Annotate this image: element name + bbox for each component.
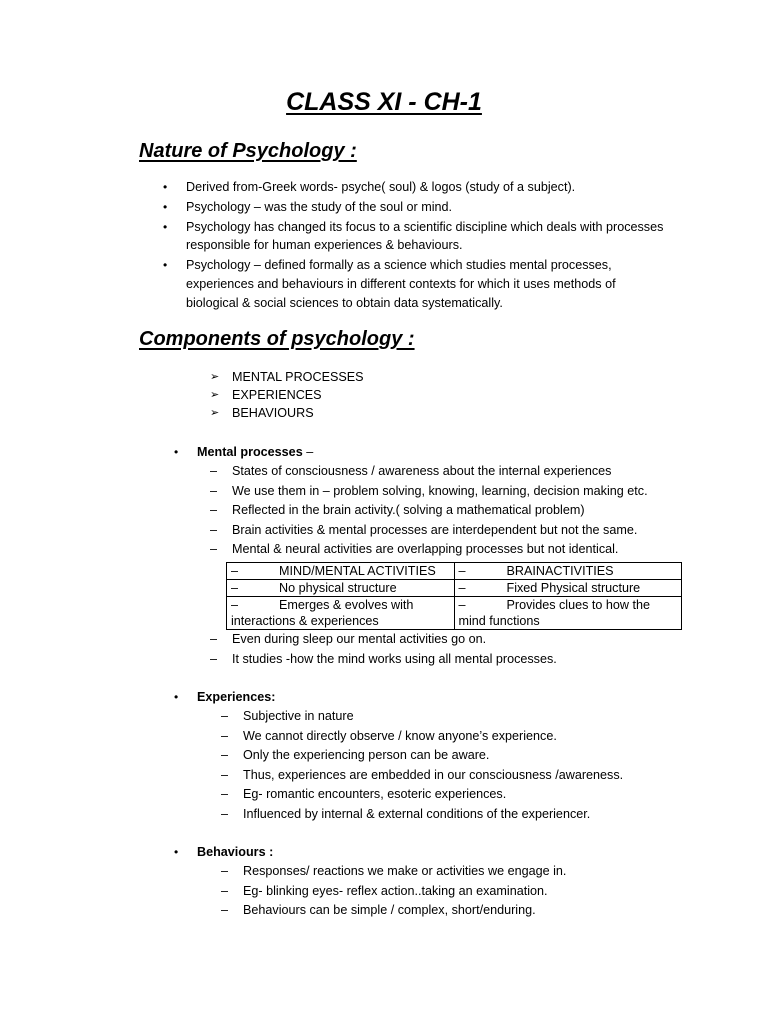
behaviour-item: Responses/ reactions we make or activities we engage in. — [243, 864, 567, 878]
table-cell: – Provides clues to how the mind functions — [454, 597, 682, 630]
dash-icon: – — [221, 864, 229, 878]
dash-icon: – — [210, 632, 218, 646]
table-row — [227, 597, 682, 630]
bullet-icon: • — [163, 180, 168, 194]
components-heading: Components of psychology : — [139, 328, 415, 350]
dash-icon: – — [210, 484, 218, 498]
bullet-icon: • — [174, 445, 179, 459]
dash-icon: – — [210, 652, 218, 666]
dash-icon: – — [221, 884, 229, 898]
experience-item: Influenced by internal & external conditions of the experiencer. — [243, 807, 591, 821]
bullet-icon: • — [163, 200, 168, 214]
table-row — [227, 563, 682, 580]
nature-bullet-3-line-2: responsible for human experiences & behaviours. — [186, 238, 463, 252]
page-title: CLASS XI - CH-1 — [286, 88, 482, 116]
mental-processes-label: Mental processes – — [197, 445, 314, 459]
experience-item: Eg- romantic encounters, esoteric experiences. — [243, 787, 507, 801]
table-row — [227, 580, 682, 597]
mental-item: States of consciousness / awareness about the internal experiences — [232, 464, 612, 478]
mind-brain-comparison-table — [226, 562, 682, 630]
nature-bullet-1: Derived from-Greek words- psyche( soul) & logos (study of a subject). — [186, 180, 576, 194]
table-cell: – No physical structure — [227, 580, 455, 597]
table-cell: – BRAINACTIVITIES — [454, 563, 682, 580]
nature-bullet-3-line-1: Psychology has changed its focus to a scientific discipline which deals with processes — [186, 220, 664, 234]
nature-bullet-4-line-3: biological & social sciences to obtain data systematically. — [186, 296, 503, 310]
arrow-bullet-icon: ➢ — [210, 407, 220, 419]
behaviours-label: Behaviours : — [197, 845, 274, 859]
dash-icon: – — [210, 503, 218, 517]
nature-bullet-4-line-2: experiences and behaviours in different contexts for which it uses methods of — [186, 277, 616, 291]
component-item-experiences: EXPERIENCES — [232, 388, 322, 402]
bullet-icon: • — [174, 845, 179, 859]
mental-item: Brain activities & mental processes are interdependent but not the same. — [232, 523, 638, 537]
behaviour-item: Eg- blinking eyes- reflex action..taking an examination. — [243, 884, 548, 898]
arrow-bullet-icon: ➢ — [210, 371, 220, 383]
mental-item-after: Even during sleep our mental activities go on. — [232, 632, 487, 646]
experience-item: Subjective in nature — [243, 709, 354, 723]
nature-bullet-4-line-1: Psychology – defined formally as a science which studies mental processes, — [186, 258, 612, 272]
table-cell: – Fixed Physical structure — [454, 580, 682, 597]
experience-item: We cannot directly observe / know anyone’s experience. — [243, 729, 557, 743]
bullet-icon: • — [163, 258, 168, 272]
experience-item: Thus, experiences are embedded in our consciousness /awareness. — [243, 768, 624, 782]
mental-item: Mental & neural activities are overlapping processes but not identical. — [232, 542, 619, 556]
dash-icon: – — [221, 807, 229, 821]
dash-icon: – — [210, 464, 218, 478]
mental-item: Reflected in the brain activity.( solving a mathematical problem) — [232, 503, 585, 517]
mental-item: We use them in – problem solving, knowing, learning, decision making etc. — [232, 484, 648, 498]
dash-icon: – — [221, 729, 229, 743]
dash-icon: – — [221, 787, 229, 801]
nature-bullet-2: Psychology – was the study of the soul or mind. — [186, 200, 453, 214]
dash-icon: – — [221, 768, 229, 782]
bullet-icon: • — [174, 690, 179, 704]
table-cell: – MIND/MENTAL ACTIVITIES — [227, 563, 455, 580]
component-item-behaviours: BEHAVIOURS — [232, 406, 314, 420]
dash-icon: – — [221, 748, 229, 762]
dash-icon: – — [210, 542, 218, 556]
nature-heading: Nature of Psychology : — [139, 140, 357, 162]
dash-icon: – — [221, 709, 229, 723]
dash-icon: – — [221, 903, 229, 917]
behaviour-item: Behaviours can be simple / complex, short/enduring. — [243, 903, 536, 917]
experience-item: Only the experiencing person can be aware. — [243, 748, 490, 762]
mental-item-after: It studies -how the mind works using all mental processes. — [232, 652, 557, 666]
table-cell: – Emerges & evolves with interactions & experiences — [227, 597, 455, 630]
bullet-icon: • — [163, 220, 168, 234]
arrow-bullet-icon: ➢ — [210, 389, 220, 401]
dash-icon: – — [210, 523, 218, 537]
component-item-mental-processes: MENTAL PROCESSES — [232, 370, 364, 384]
experiences-label: Experiences: — [197, 690, 276, 704]
